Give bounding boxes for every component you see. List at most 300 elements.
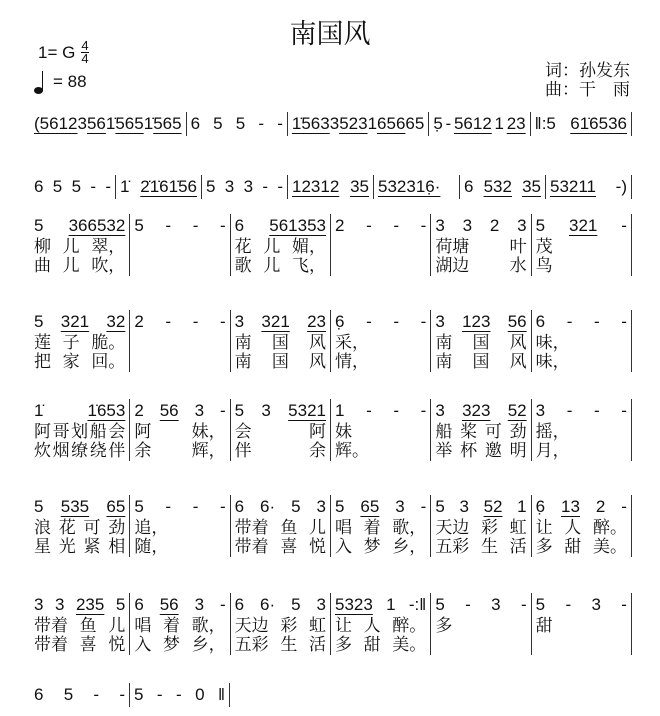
lyric-syllable: 莲 <box>34 333 51 353</box>
note-row <box>235 399 326 423</box>
lyric-syllable: 虹 <box>509 518 527 538</box>
note-group: 561353 <box>269 216 326 235</box>
lyric-row-verse-2 <box>335 538 426 557</box>
lyric-row-verse-2 <box>435 442 526 461</box>
lyric-row-verse-2 <box>134 636 225 655</box>
note-row <box>134 683 225 707</box>
measure <box>130 310 230 372</box>
note-group: 2 <box>595 497 606 516</box>
note-row <box>435 310 526 334</box>
lyric-syllable: 南 <box>234 333 252 353</box>
note-row <box>134 593 225 617</box>
note-group: - <box>393 312 400 331</box>
note-group: 3 <box>591 595 601 614</box>
lyric-syllable: 劲 <box>509 422 527 442</box>
measure-row <box>30 593 632 655</box>
lyric-syllable: 绕 <box>89 441 107 461</box>
note-group: 6 <box>464 177 474 196</box>
note-group: 5 <box>291 595 301 614</box>
composer: 曲：干 雨 <box>545 80 630 100</box>
note-group: 52 <box>483 497 503 516</box>
note-group: - <box>366 312 372 331</box>
lyric-syllable: 阿 <box>134 422 152 442</box>
note-group: 3 <box>194 595 205 614</box>
lyric-syllable: 随， <box>134 537 169 557</box>
lyric-syllable: 把 <box>34 352 51 372</box>
note-group: - <box>90 177 97 196</box>
lyric-syllable: 风 <box>509 333 527 353</box>
note-group: 65 <box>106 497 126 516</box>
lyric-syllable: 船 <box>435 422 453 442</box>
quarter-note-icon <box>34 87 43 94</box>
note-group: 6 <box>535 312 546 331</box>
lyric-row-verse-1 <box>235 423 326 442</box>
note-group: 12312 <box>292 177 340 196</box>
measure-row <box>30 399 632 461</box>
lyric-syllable: 人 <box>363 616 381 636</box>
lyric-syllable: 风 <box>308 352 326 372</box>
lyric-syllable: 可 <box>83 518 101 538</box>
note-group: - <box>277 177 283 196</box>
lyric-syllable: 阿 <box>308 422 326 442</box>
lyric-syllable: 醉。 <box>392 616 427 636</box>
note-group: 5321 <box>288 401 326 420</box>
lyric-syllable: 邀 <box>484 441 502 461</box>
note-group: 65 <box>360 497 380 516</box>
note-group: 6· <box>260 497 276 516</box>
measure-row <box>30 495 632 557</box>
lyric-row-verse-2 <box>435 353 526 372</box>
note-group: 3 <box>34 595 44 614</box>
note-group: 52 <box>507 401 527 420</box>
lyric-syllable: 带着 <box>34 616 68 636</box>
lyric-syllable: 飞， <box>291 256 326 276</box>
lyric-syllable: 余 <box>308 441 326 461</box>
lyric-syllable: 摇， <box>535 422 570 442</box>
note-group: 3 <box>224 177 235 196</box>
note-row <box>335 399 426 423</box>
measure <box>429 112 530 136</box>
lyric-syllable: 儿 <box>62 237 80 257</box>
note-group: 565 <box>153 114 182 133</box>
measure <box>532 495 632 557</box>
lyric-syllable: 多 <box>334 635 352 655</box>
lyric-syllable: 活 <box>509 537 527 557</box>
lyric-row-verse-1 <box>134 519 225 538</box>
measure <box>288 175 374 199</box>
lyric-syllable: 花 <box>58 518 76 538</box>
lyric-row-verse-2 <box>235 257 326 276</box>
lyric-row-verse-1 <box>435 423 526 442</box>
lyric-row-verse-1 <box>134 617 225 636</box>
lyric-row-verse-2 <box>235 636 326 655</box>
lyric-row-verse-1 <box>435 334 526 353</box>
note-group: 5 <box>134 685 144 704</box>
measure <box>231 593 331 655</box>
note-group: 5 <box>435 497 445 516</box>
lyric-row-verse-1 <box>335 519 426 538</box>
note-group: - <box>566 401 573 420</box>
lyric-syllable: 紧 <box>83 537 101 557</box>
lyric-syllable: 桨 <box>460 422 478 442</box>
note-group: 1̇563 <box>291 114 330 133</box>
lyric-syllable: 五彩 <box>435 537 470 557</box>
note-row <box>536 310 627 334</box>
note-group: 1̇653 <box>87 401 126 420</box>
note-group: - <box>594 312 600 331</box>
lyric-syllable: 柳 <box>34 237 51 257</box>
lyric-syllable: 风 <box>308 333 326 353</box>
lyric-syllable: 着 <box>162 616 180 636</box>
note-group: 35 <box>522 177 541 196</box>
lyric-syllable: 美。 <box>392 635 427 655</box>
note-group: 6 <box>134 595 144 614</box>
lyric-syllable: 翠， <box>91 237 126 257</box>
lyric-row-verse-1 <box>536 238 627 257</box>
lyric-syllable: 唱 <box>334 518 352 538</box>
measure <box>30 683 130 707</box>
lyric-syllable: 入 <box>334 537 352 557</box>
lyric-row-verse-1 <box>34 334 125 353</box>
note-group: 3 <box>459 497 469 516</box>
measure <box>288 112 429 136</box>
measure <box>130 593 230 655</box>
staff-system <box>30 399 632 461</box>
note-group: - <box>621 497 627 516</box>
measure <box>431 593 531 655</box>
note-group: 6 <box>34 177 44 196</box>
note-group: 321 <box>261 312 290 331</box>
measure <box>532 399 632 461</box>
note-group: - <box>105 177 111 196</box>
note-group: 2 <box>134 401 144 420</box>
note-row <box>206 175 283 199</box>
measure <box>431 399 531 461</box>
lyric-syllable: 乡， <box>191 635 226 655</box>
note-group: 6̣ <box>334 312 345 331</box>
lyric-row-verse-1 <box>235 238 326 257</box>
lyric-row-verse-2 <box>435 538 526 557</box>
song-title: 南国风 <box>289 19 371 50</box>
lyric-syllable: 带着 <box>234 518 269 538</box>
note-row <box>535 112 627 136</box>
credits <box>545 62 630 100</box>
note-row <box>335 310 426 334</box>
note-group: 5612 <box>453 114 492 133</box>
note-group: ‖ <box>217 685 225 704</box>
measure <box>331 214 431 276</box>
note-group: - <box>219 312 226 331</box>
note-group: 53211 <box>550 177 597 196</box>
lyric-row-verse-1 <box>335 617 426 636</box>
lyric-syllable: 南 <box>234 352 252 372</box>
note-group: 123 <box>462 312 491 331</box>
lyric-row-verse-2 <box>34 257 125 276</box>
time-bottom: 4 <box>81 51 89 66</box>
note-group: 6 <box>234 497 245 516</box>
note-group: - <box>219 401 226 420</box>
lyric-row-verse-2 <box>335 636 426 655</box>
note-row <box>34 683 125 707</box>
note-group: 5 <box>291 497 301 516</box>
note-group: 5 <box>234 401 245 420</box>
lyric-syllable: 叶 <box>509 237 527 257</box>
lyric-row-verse-1 <box>235 519 326 538</box>
note-row <box>34 112 182 136</box>
note-group: - <box>393 401 400 420</box>
lyric-syllable: 明 <box>509 441 527 461</box>
note-group: 3 <box>435 216 445 235</box>
lyric-syllable: 儿 <box>62 256 80 276</box>
lyric-syllable: 哥 <box>52 422 70 442</box>
lyric-row-verse-1 <box>235 617 326 636</box>
note-group: 5 <box>34 497 44 516</box>
lyric-syllable: 带着 <box>34 635 68 655</box>
lyric-syllable: 鱼 <box>280 518 298 538</box>
note-group: 3 <box>329 114 340 133</box>
lyric-row-verse-2 <box>335 353 426 372</box>
lyricist: 词：孙发东 <box>545 61 630 81</box>
lyric-syllable: 梦 <box>162 635 180 655</box>
lyric-syllable: 悦 <box>308 537 326 557</box>
lyric-syllable: 带着 <box>234 537 269 557</box>
lyric-syllable: 儿 <box>263 237 281 257</box>
note-group: - <box>445 114 452 133</box>
note-group: 5 <box>71 177 82 196</box>
note-group: 3 <box>234 312 245 331</box>
lyric-row-verse-1 <box>536 423 627 442</box>
lyric-syllable: 会 <box>108 422 126 442</box>
note-group: 56 <box>86 114 106 133</box>
lyric-syllable: 入 <box>134 635 152 655</box>
lyric-syllable: 回。 <box>91 352 126 372</box>
measure <box>431 310 531 372</box>
note-row <box>134 399 225 423</box>
note-row <box>235 593 326 617</box>
note-group: 3 <box>517 216 527 235</box>
note-row <box>34 593 125 617</box>
lyric-syllable: 美。 <box>592 537 627 557</box>
note-group: - <box>393 216 400 235</box>
lyric-syllable: 妹， <box>191 422 226 442</box>
note-group: 6 <box>234 595 245 614</box>
measure <box>130 683 230 707</box>
note-group: 5 <box>235 114 246 133</box>
note-group: 235 <box>75 595 105 614</box>
lyric-syllable: 吹， <box>91 256 126 276</box>
lyric-row-verse-2 <box>235 538 326 557</box>
note-group: 321 <box>569 216 598 235</box>
staff-system <box>30 683 230 707</box>
lyric-syllable: 歌， <box>392 518 427 538</box>
lyric-syllable: 虹 <box>308 616 326 636</box>
lyric-row-verse-1 <box>536 617 627 636</box>
note-group: 2 <box>489 216 500 235</box>
note-group: - <box>165 497 172 516</box>
note-row <box>335 214 426 238</box>
note-group: 0 <box>195 685 205 704</box>
lyric-syllable: 情， <box>334 352 369 372</box>
lyric-row-verse-1 <box>435 238 526 257</box>
note-group: - <box>93 685 100 704</box>
note-row <box>235 214 326 238</box>
note-group: - <box>119 685 125 704</box>
lyric-syllable: 生 <box>480 537 498 557</box>
note-group: 5 <box>206 177 216 196</box>
lyric-row-verse-2 <box>34 442 125 461</box>
lyric-row-verse-1 <box>435 519 526 538</box>
lyric-row-verse-1 <box>335 238 426 257</box>
note-group: 5 <box>414 114 425 133</box>
measure <box>331 310 431 372</box>
note-group: 5323 <box>334 595 373 614</box>
note-group: 6̣ <box>535 497 546 516</box>
note-group: - <box>165 216 172 235</box>
note-group: 3 <box>535 401 546 420</box>
note-group: 3 <box>77 114 87 133</box>
measure <box>130 495 230 557</box>
note-group: - <box>621 216 627 235</box>
lyric-row-verse-2 <box>536 538 627 557</box>
note-group: 5 <box>213 114 223 133</box>
lyric-syllable: 船 <box>89 422 107 442</box>
lyric-syllable: 让 <box>334 616 352 636</box>
note-group: - <box>621 401 627 420</box>
note-group: - <box>621 595 627 614</box>
lyric-row-verse-2 <box>134 353 225 372</box>
lyric-syllable: 阿 <box>34 422 51 442</box>
lyric-syllable: 追， <box>134 518 169 538</box>
note-group: - <box>175 685 182 704</box>
note-group: 5̣ <box>433 114 443 133</box>
lyric-syllable: 采， <box>334 333 369 353</box>
note-group: - <box>192 216 199 235</box>
lyric-syllable: 生 <box>280 635 298 655</box>
lyric-syllable: 杯 <box>460 441 478 461</box>
note-group: 3 <box>435 312 445 331</box>
note-row <box>464 175 541 199</box>
note-row <box>536 399 627 423</box>
note-group: 5 <box>334 497 345 516</box>
lyric-syllable: 多 <box>535 537 553 557</box>
measure <box>30 495 130 557</box>
note-row <box>134 214 225 238</box>
note-row <box>536 593 627 617</box>
lyric-syllable: 鸟 <box>535 256 553 276</box>
lyric-syllable: 相 <box>108 537 126 557</box>
lyric-syllable: 味， <box>535 333 570 353</box>
lyric-syllable: 歌 <box>234 256 252 276</box>
note-row <box>34 399 125 423</box>
lyric-syllable: 儿 <box>263 256 281 276</box>
note-group: 1̇ <box>105 114 116 133</box>
measure <box>460 175 546 199</box>
note-row <box>191 112 283 136</box>
note-row <box>378 175 455 199</box>
note-row <box>536 495 627 519</box>
note-group: 3 <box>194 401 205 420</box>
note-group: 6· <box>260 595 276 614</box>
measure <box>231 495 331 557</box>
measure-row <box>30 175 632 199</box>
lyric-syllable: 悦 <box>108 635 126 655</box>
measure <box>532 214 632 276</box>
note-group: 56 <box>159 401 179 420</box>
lyric-row-verse-2 <box>34 538 125 557</box>
note-group: 1̇ <box>120 177 130 196</box>
note-group: 5 <box>34 312 44 331</box>
note-group: - <box>258 114 265 133</box>
lyric-row-verse-2 <box>335 257 426 276</box>
measure <box>30 175 116 199</box>
lyric-syllable: 歌， <box>191 616 226 636</box>
lyric-syllable: 劲 <box>108 518 126 538</box>
note-group: 2 <box>134 312 144 331</box>
lyric-syllable: 儿 <box>108 616 126 636</box>
note-group: 535 <box>60 497 90 516</box>
note-row <box>435 399 526 423</box>
note-row <box>34 214 125 238</box>
note-group: 5 <box>535 595 546 614</box>
note-group: - <box>566 312 573 331</box>
measure-row <box>30 112 632 136</box>
note-row <box>435 593 526 617</box>
measure <box>531 112 632 136</box>
note-row <box>34 175 111 199</box>
note-group: 656 <box>377 114 406 133</box>
lyric-syllable: 甜 <box>363 635 381 655</box>
lyric-syllable: 可 <box>484 422 502 442</box>
lyric-syllable: 浪 <box>34 518 51 538</box>
staff-system <box>30 310 632 372</box>
lyric-syllable: 甜 <box>564 537 582 557</box>
note-group: 1̇ <box>143 114 154 133</box>
note-group: - <box>219 497 226 516</box>
note-group: 23 <box>307 312 326 331</box>
note-group: - <box>420 497 427 516</box>
lyric-syllable: 五彩 <box>234 635 269 655</box>
lyric-syllable: 甜 <box>535 616 553 636</box>
measure-row <box>30 683 230 707</box>
lyric-syllable: 国 <box>271 352 289 372</box>
lyric-row-verse-2 <box>34 636 125 655</box>
note-group: 2̇1̇61̇56 <box>140 177 197 196</box>
measure <box>30 112 187 136</box>
measure <box>331 593 431 655</box>
lyric-syllable: 喜 <box>280 537 298 557</box>
note-group: 3 <box>54 595 65 614</box>
note-group: 56 <box>507 312 527 331</box>
lyric-syllable: 味， <box>535 352 570 372</box>
lyric-row-verse-1 <box>134 423 225 442</box>
lyric-syllable: 星 <box>34 537 51 557</box>
note-group: 2 <box>334 216 345 235</box>
note-group: 3 <box>243 177 254 196</box>
note-row <box>536 214 627 238</box>
key-signature <box>38 40 89 65</box>
lyric-row-verse-2 <box>134 257 225 276</box>
lyric-syllable: 国 <box>271 333 289 353</box>
measure <box>30 214 130 276</box>
note-row <box>235 495 326 519</box>
note-group: - <box>420 401 427 420</box>
measure <box>231 310 331 372</box>
measure <box>431 495 531 557</box>
lyric-syllable: 湖边 <box>435 256 470 276</box>
lyric-syllable: 让 <box>535 518 553 538</box>
note-group: - <box>621 312 627 331</box>
measure <box>231 399 331 461</box>
